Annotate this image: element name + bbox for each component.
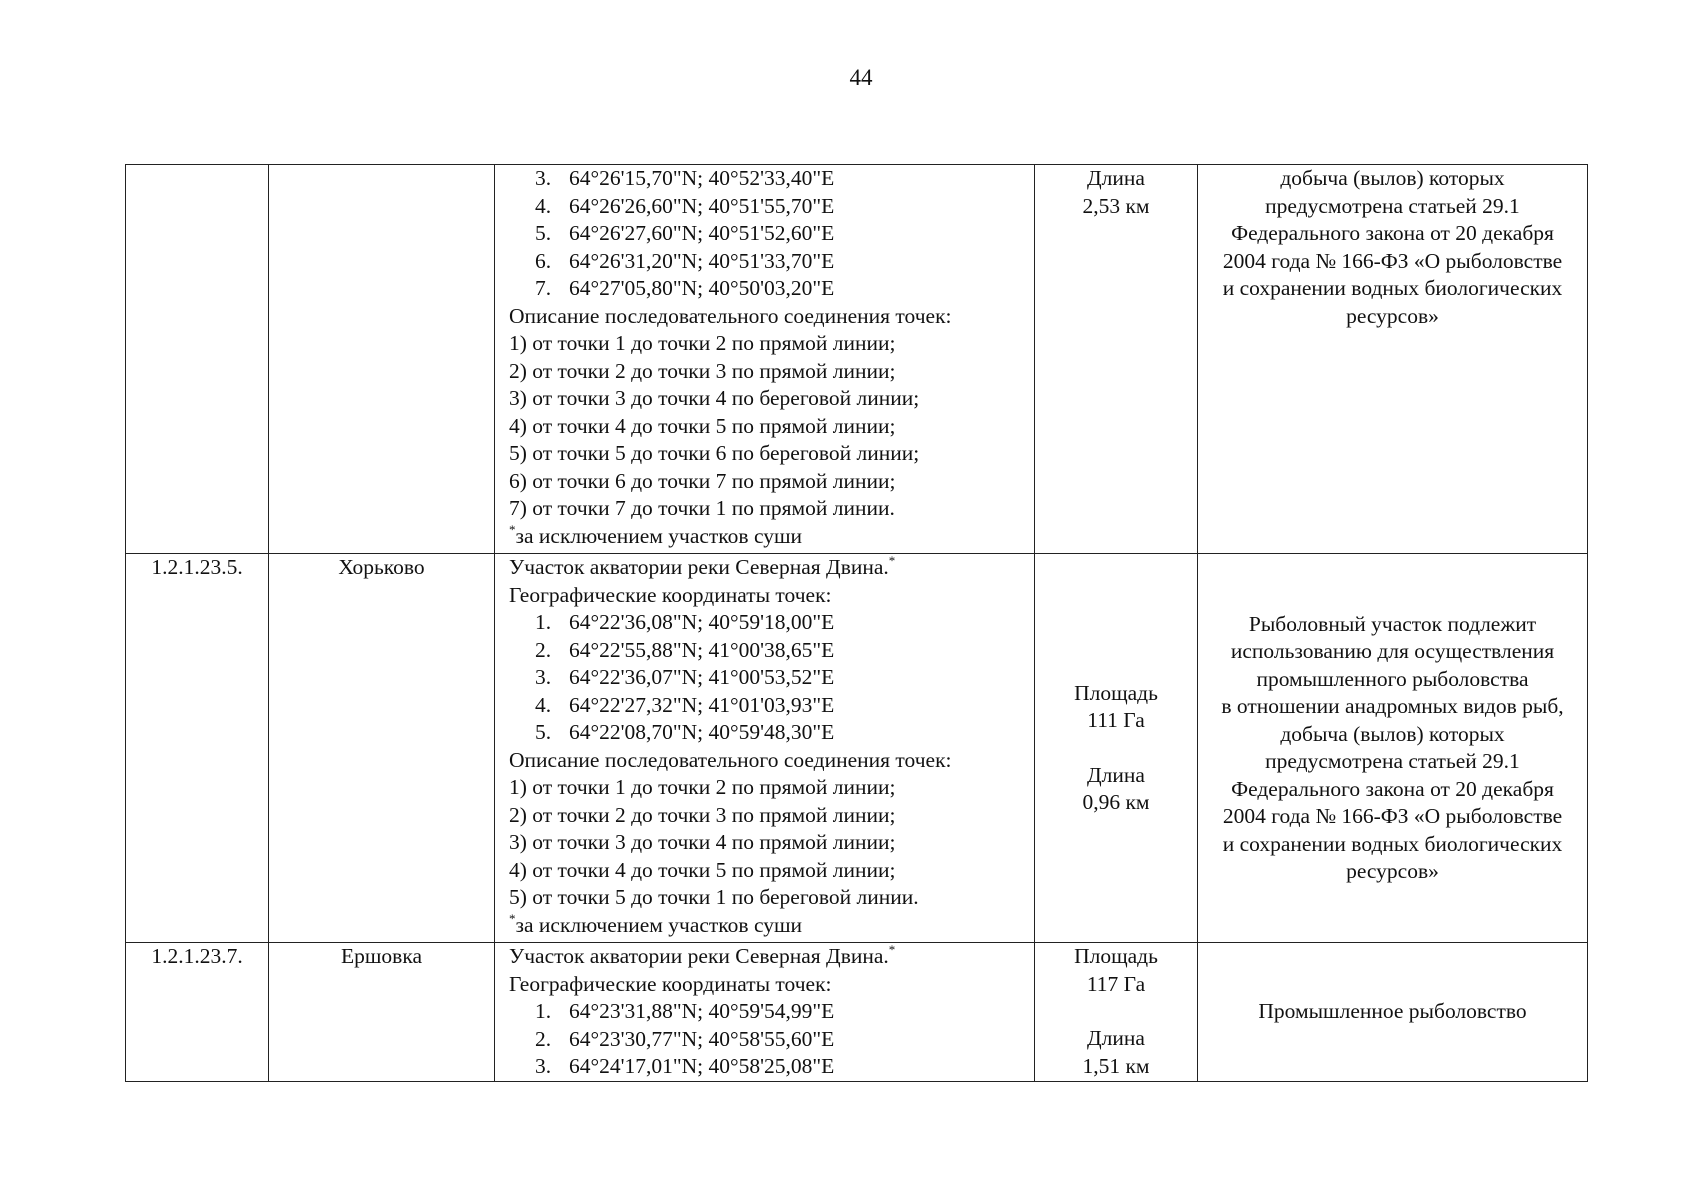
exclusion-note: *за исключением участков суши	[509, 521, 803, 548]
length-value: 2,53 км	[1082, 193, 1150, 218]
purpose-cell	[1198, 943, 1588, 1082]
connections-label: Описание последовательного соединения точек:	[509, 747, 952, 772]
area-value: 117 Га	[1086, 971, 1146, 996]
name-cell: Хорьково	[269, 554, 495, 943]
coordinate-point: 3. 64°26'15,70"N; 40°52'33,40"E	[535, 166, 835, 190]
coordinate-point: 7. 64°27'05,80"N; 40°50'03,20"E	[535, 276, 835, 300]
table-row	[126, 943, 1588, 1082]
purpose-cell	[1198, 554, 1588, 943]
table-row	[126, 554, 1588, 943]
area-label: Площадь	[1074, 944, 1158, 968]
length-label: Длина	[1087, 166, 1145, 190]
purpose-line: 2004 года № 166-ФЗ «О рыболовстве	[1222, 248, 1563, 273]
description-cell	[495, 165, 1035, 554]
purpose-line: 2004 года № 166-ФЗ «О рыболовстве	[1222, 804, 1563, 828]
measure-cell	[1035, 165, 1198, 554]
coordinate-point: 6. 64°26'31,20"N; 40°51'33,70"E	[535, 248, 835, 273]
coordinate-point: 5. 64°22'08,70"N; 40°59'48,30"E	[535, 720, 835, 744]
purpose-cell	[1198, 165, 1588, 554]
purpose-line: предусмотрена статьей 29.1	[1265, 749, 1520, 773]
connection-item: 1) от точки 1 до точки 2 по прямой линии;	[509, 775, 896, 799]
name-cell	[269, 165, 495, 554]
length-label: Длина	[1087, 762, 1145, 787]
purpose-line: в отношении анадромных видов рыб,	[1221, 694, 1564, 718]
code-cell: 1.2.1.23.5.	[126, 554, 269, 943]
coordinate-point: 5. 64°26'27,60"N; 40°51'52,60"E	[535, 221, 835, 245]
purpose-line: промышленного рыболовства	[1256, 666, 1529, 691]
coordinates-label: Географические координаты точек:	[509, 582, 832, 607]
coordinate-point: 3. 64°24'17,01"N; 40°58'25,08"E	[535, 1054, 835, 1078]
area-intro: Участок акватории реки Северная Двина.*	[509, 942, 896, 968]
table-row	[126, 165, 1588, 554]
connection-item: 7) от точки 7 до точки 1 по прямой линии.	[509, 496, 895, 520]
connections-label: Описание последовательного соединения точек:	[509, 303, 952, 328]
fishing-areas-table	[125, 164, 1588, 1082]
connection-item: 2) от точки 2 до точки 3 по прямой линии;	[509, 802, 896, 827]
code-cell	[126, 165, 269, 554]
description-cell	[495, 943, 1035, 1082]
area-label: Площадь	[1074, 680, 1158, 705]
exclusion-note: *за исключением участков суши	[509, 910, 803, 937]
measure-cell	[1035, 943, 1198, 1082]
connection-item: 4) от точки 4 до точки 5 по прямой линии;	[509, 413, 896, 438]
connection-item: 4) от точки 4 до точки 5 по прямой линии;	[509, 857, 896, 882]
purpose-line: Федерального закона от 20 декабря	[1231, 776, 1554, 801]
connection-item: 6) от точки 6 до точки 7 по прямой линии;	[509, 468, 896, 493]
coordinate-point: 1. 64°23'31,88"N; 40°59'54,99"E	[535, 999, 835, 1023]
connection-item: 3) от точки 3 до точки 4 по прямой линии;	[509, 830, 896, 854]
connection-item: 5) от точки 5 до точки 1 по береговой линии.	[509, 885, 919, 909]
area-intro: Участок акватории реки Северная Двина.*	[509, 553, 896, 579]
coordinate-point: 2. 64°23'30,77"N; 40°58'55,60"E	[535, 1026, 835, 1051]
purpose-line: ресурсов»	[1346, 303, 1439, 328]
connection-item: 2) от точки 2 до точки 3 по прямой линии;	[509, 358, 896, 383]
purpose-line: предусмотрена статьей 29.1	[1265, 193, 1520, 218]
length-label: Длина	[1087, 1026, 1145, 1050]
length-value: 0,96 км	[1082, 790, 1150, 814]
length-value: 1,51 км	[1082, 1053, 1150, 1078]
coordinates-label: Географические координаты точек:	[509, 971, 832, 996]
connection-item: 3) от точки 3 до точки 4 по береговой линии;	[509, 386, 920, 410]
page-number: 44	[849, 65, 873, 90]
code-cell: 1.2.1.23.7.	[126, 943, 269, 1082]
coordinate-point: 4. 64°26'26,60"N; 40°51'55,70"E	[535, 193, 835, 218]
name-cell: Ершовка	[269, 943, 495, 1082]
connection-item: 5) от точки 5 до точки 6 по береговой линии;	[509, 441, 920, 465]
coordinate-point: 2. 64°22'55,88"N; 41°00'38,65"E	[535, 637, 835, 662]
purpose-line: добыча (вылов) которых	[1280, 166, 1505, 190]
measure-cell	[1035, 554, 1198, 943]
purpose-line: использованию для осуществления	[1230, 639, 1555, 663]
description-cell	[495, 554, 1035, 943]
connection-item: 1) от точки 1 до точки 2 по прямой линии;	[509, 331, 896, 355]
purpose-line: Федерального закона от 20 декабря	[1231, 221, 1554, 245]
purpose-line: ресурсов»	[1346, 859, 1439, 883]
purpose-line: и сохранении водных биологических	[1222, 276, 1563, 300]
purpose-line: и сохранении водных биологических	[1222, 831, 1563, 856]
purpose-line: Промышленное рыболовство	[1258, 999, 1527, 1024]
coordinate-point: 4. 64°22'27,32"N; 41°01'03,93"E	[535, 692, 835, 717]
purpose-line: Рыболовный участок подлежит	[1248, 611, 1537, 636]
purpose-line: добыча (вылов) которых	[1280, 721, 1505, 746]
coordinate-point: 1. 64°22'36,08"N; 40°59'18,00"E	[535, 610, 835, 634]
area-value: 111 Га	[1087, 708, 1145, 732]
coordinate-point: 3. 64°22'36,07"N; 41°00'53,52"E	[535, 665, 835, 689]
